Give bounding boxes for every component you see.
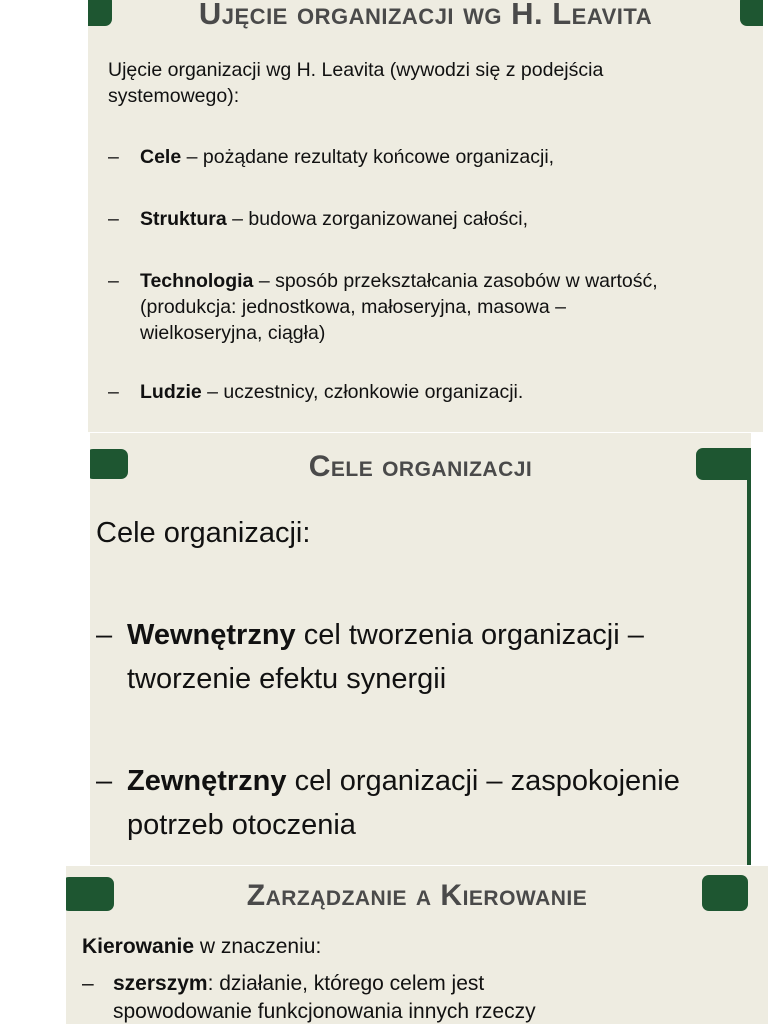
list-item [113,970,536,1024]
item-desc: – budowa zorganizowanej całości, [226,208,529,230]
item-desc: cel tworzenia organizacji – [295,619,644,651]
slide-management-vs-leading [66,866,768,1024]
intro-term: Kierowanie [82,935,195,958]
slide-intro [108,57,603,109]
list-dash: – [96,619,113,651]
list-item [127,759,680,847]
slide-intro [82,933,321,961]
list-item [140,379,523,405]
item-line: tworzenie efektu synergii [127,663,447,695]
list-dash: – [108,381,119,403]
item-term: szerszym [113,972,208,995]
slide-title: Zarządzanie a Kierowanie [246,879,588,912]
list-dash: – [108,208,119,230]
item-term: Ludzie [140,381,202,403]
slide-intro: Cele organizacji: [96,517,311,549]
slide-title: Cele organizacji [308,450,533,483]
list-item [140,206,528,232]
item-desc: – uczestnicy, członkowie organizacji. [201,381,524,403]
item-desc: – sposób przekształcania zasobów w wartość, [253,270,658,292]
list-item [140,268,658,346]
item-line: spowodowanie funkcjonowania innych rzeczy [113,1000,536,1023]
intro-rest: w znaczeniu: [194,935,322,958]
item-line: (produkcja: jednostkowa, małoseryjna, masowa – [140,296,566,318]
item-line: wielkoseryjna, ciągła) [140,322,326,344]
list-dash: – [108,270,119,292]
list-dash: – [96,765,113,797]
item-term: Cele [140,146,182,168]
item-term: Zewnętrzny [127,765,287,797]
intro-line: systemowego): [108,85,240,107]
item-line: potrzeb otoczenia [127,809,356,841]
list-item [140,144,554,170]
slide-leavitt-model [88,0,763,432]
slide-organization-goals [90,433,751,865]
item-term: Technologia [140,270,254,292]
item-desc: – pożądane rezultaty końcowe organizacji, [181,146,555,168]
right-border-line [747,477,751,865]
list-dash: – [108,146,119,168]
slide-title: Ujęcie organizacji wg H. Leavita [198,0,653,31]
item-desc: cel organizacji – zaspokojenie [286,765,680,797]
intro-line: Ujęcie organizacji wg H. Leavita (wywodzi się z podejścia [108,59,604,81]
list-dash: – [82,972,94,995]
item-term: Struktura [140,208,227,230]
item-term: Wewnętrzny [127,619,296,651]
list-item [127,613,644,701]
item-desc: : działanie, którego celem jest [207,972,485,995]
